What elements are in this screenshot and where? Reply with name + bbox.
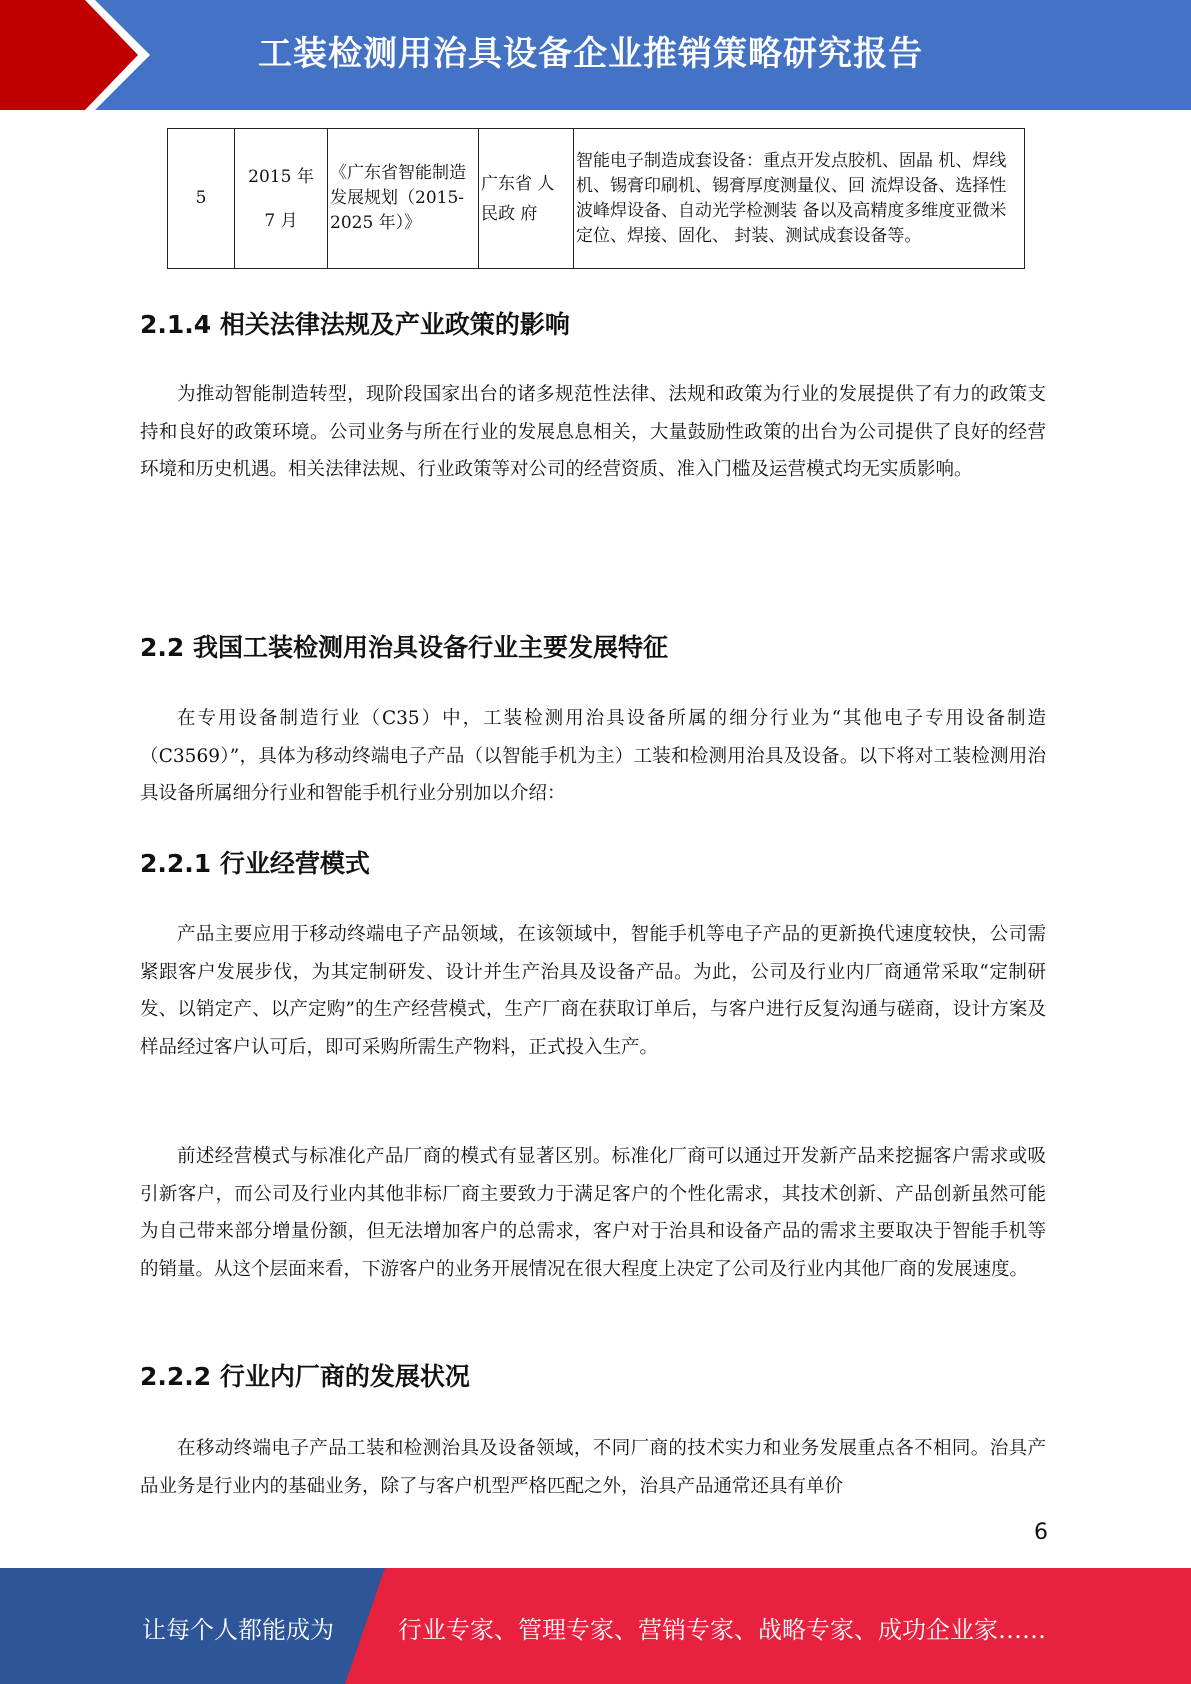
- policy-table: [167, 128, 1025, 269]
- paragraph-2-2-1-a: 产品主要应用于移动终端电子产品领域，在该领域中，智能手机等电子产品的更新换代速度较快，公司需紧跟客户发展步伐，为其定制研发、设计并生产治具及设备产品。为此，公司及行业内厂商通常采取“定制研发、以销定产、以产定购”的生产经营模式，生产厂商在获取订单后，与客户进行反复沟通与磋商，设计方案及样品经过客户认可后，即可采购所需生产物料，正式投入生产。: [140, 924, 1046, 1058]
- header-arrow-decoration: [0, 0, 300, 110]
- page-footer: [0, 1568, 1191, 1684]
- section-heading-2-2: 2.2 我国工装检测用治具设备行业主要发展特征: [140, 633, 668, 662]
- section-heading-2-1-4: 2.1.4 相关法律法规及产业政策的影响: [140, 310, 570, 339]
- header-title: 工装检测用治具设备企业推销策略研究报告: [258, 34, 923, 74]
- table-row: [168, 129, 1025, 269]
- section-heading-2-2-2: 2.2.2 行业内厂商的发展状况: [140, 1362, 470, 1391]
- table-cell-policy-name: 《广东省智能制造发展规划（2015-2025 年）》: [328, 129, 479, 269]
- paragraph-2-2-2: 在移动终端电子产品工装和检测治具及设备领域，不同厂商的技术实力和业务发展重点各不相同。治具产品业务是行业内的基础业务，除了与客户机型严格匹配之外，治具产品通常还具有单价: [140, 1438, 1046, 1497]
- table-cell-content: 智能电子制造成套设备：重点开发点胶机、固晶 机、焊线机、锡膏印刷机、锡膏厚度测量仪、回 流焊设备、选择性波峰焊设备、自动光学检测装 备以及高精度多维度亚微米定位、焊接、固化、 封装、测试成套设备等。: [574, 129, 1025, 269]
- paragraph-2-2-1-b: 前述经营模式与标准化产品厂商的模式有显著区别。标准化厂商可以通过开发新产品来挖掘客户需求或吸引新客户，而公司及行业内其他非标厂商主要致力于满足客户的个性化需求，其技术创新、产品创新虽然可能为自己带来部分增量份额，但无法增加客户的总需求，客户对于治具和设备产品的需求主要取决于智能手机等的销量。从这个层面来看，下游客户的业务开展情况在很大程度上决定了公司及行业内其他厂商的发展速度。: [140, 1146, 1046, 1280]
- footer-slogan-left: 让每个人都能成为: [142, 1616, 334, 1644]
- table-cell-issuer: 广东省 人民政 府: [479, 129, 574, 269]
- page-number: 6: [1034, 1520, 1048, 1545]
- paragraph-2-2: 在专用设备制造行业（C35）中，工装检测用治具设备所属的细分行业为“其他电子专用设备制造（C3569）”，具体为移动终端电子产品（以智能手机为主）工装和检测用治具及设备。以下将对工装检测用治具设备所属细分行业和智能手机行业分别加以介绍：: [140, 708, 1046, 804]
- page-header: [0, 0, 1191, 110]
- table-cell-date: 2015 年 7 月: [235, 129, 328, 269]
- table-cell-number: 5: [168, 129, 235, 269]
- footer-slogan-right: 行业专家、管理专家、营销专家、战略专家、成功企业家……: [398, 1616, 1046, 1644]
- paragraph-2-1-4: 为推动智能制造转型，现阶段国家出台的诸多规范性法律、法规和政策为行业的发展提供了有力的政策支持和良好的政策环境。公司业务与所在行业的发展息息相关，大量鼓励性政策的出台为公司提供了良好的经营环境和历史机遇。相关法律法规、行业政策等对公司的经营资质、准入门槛及运营模式均无实质影响。: [140, 384, 1046, 480]
- section-heading-2-2-1: 2.2.1 行业经营模式: [140, 849, 370, 878]
